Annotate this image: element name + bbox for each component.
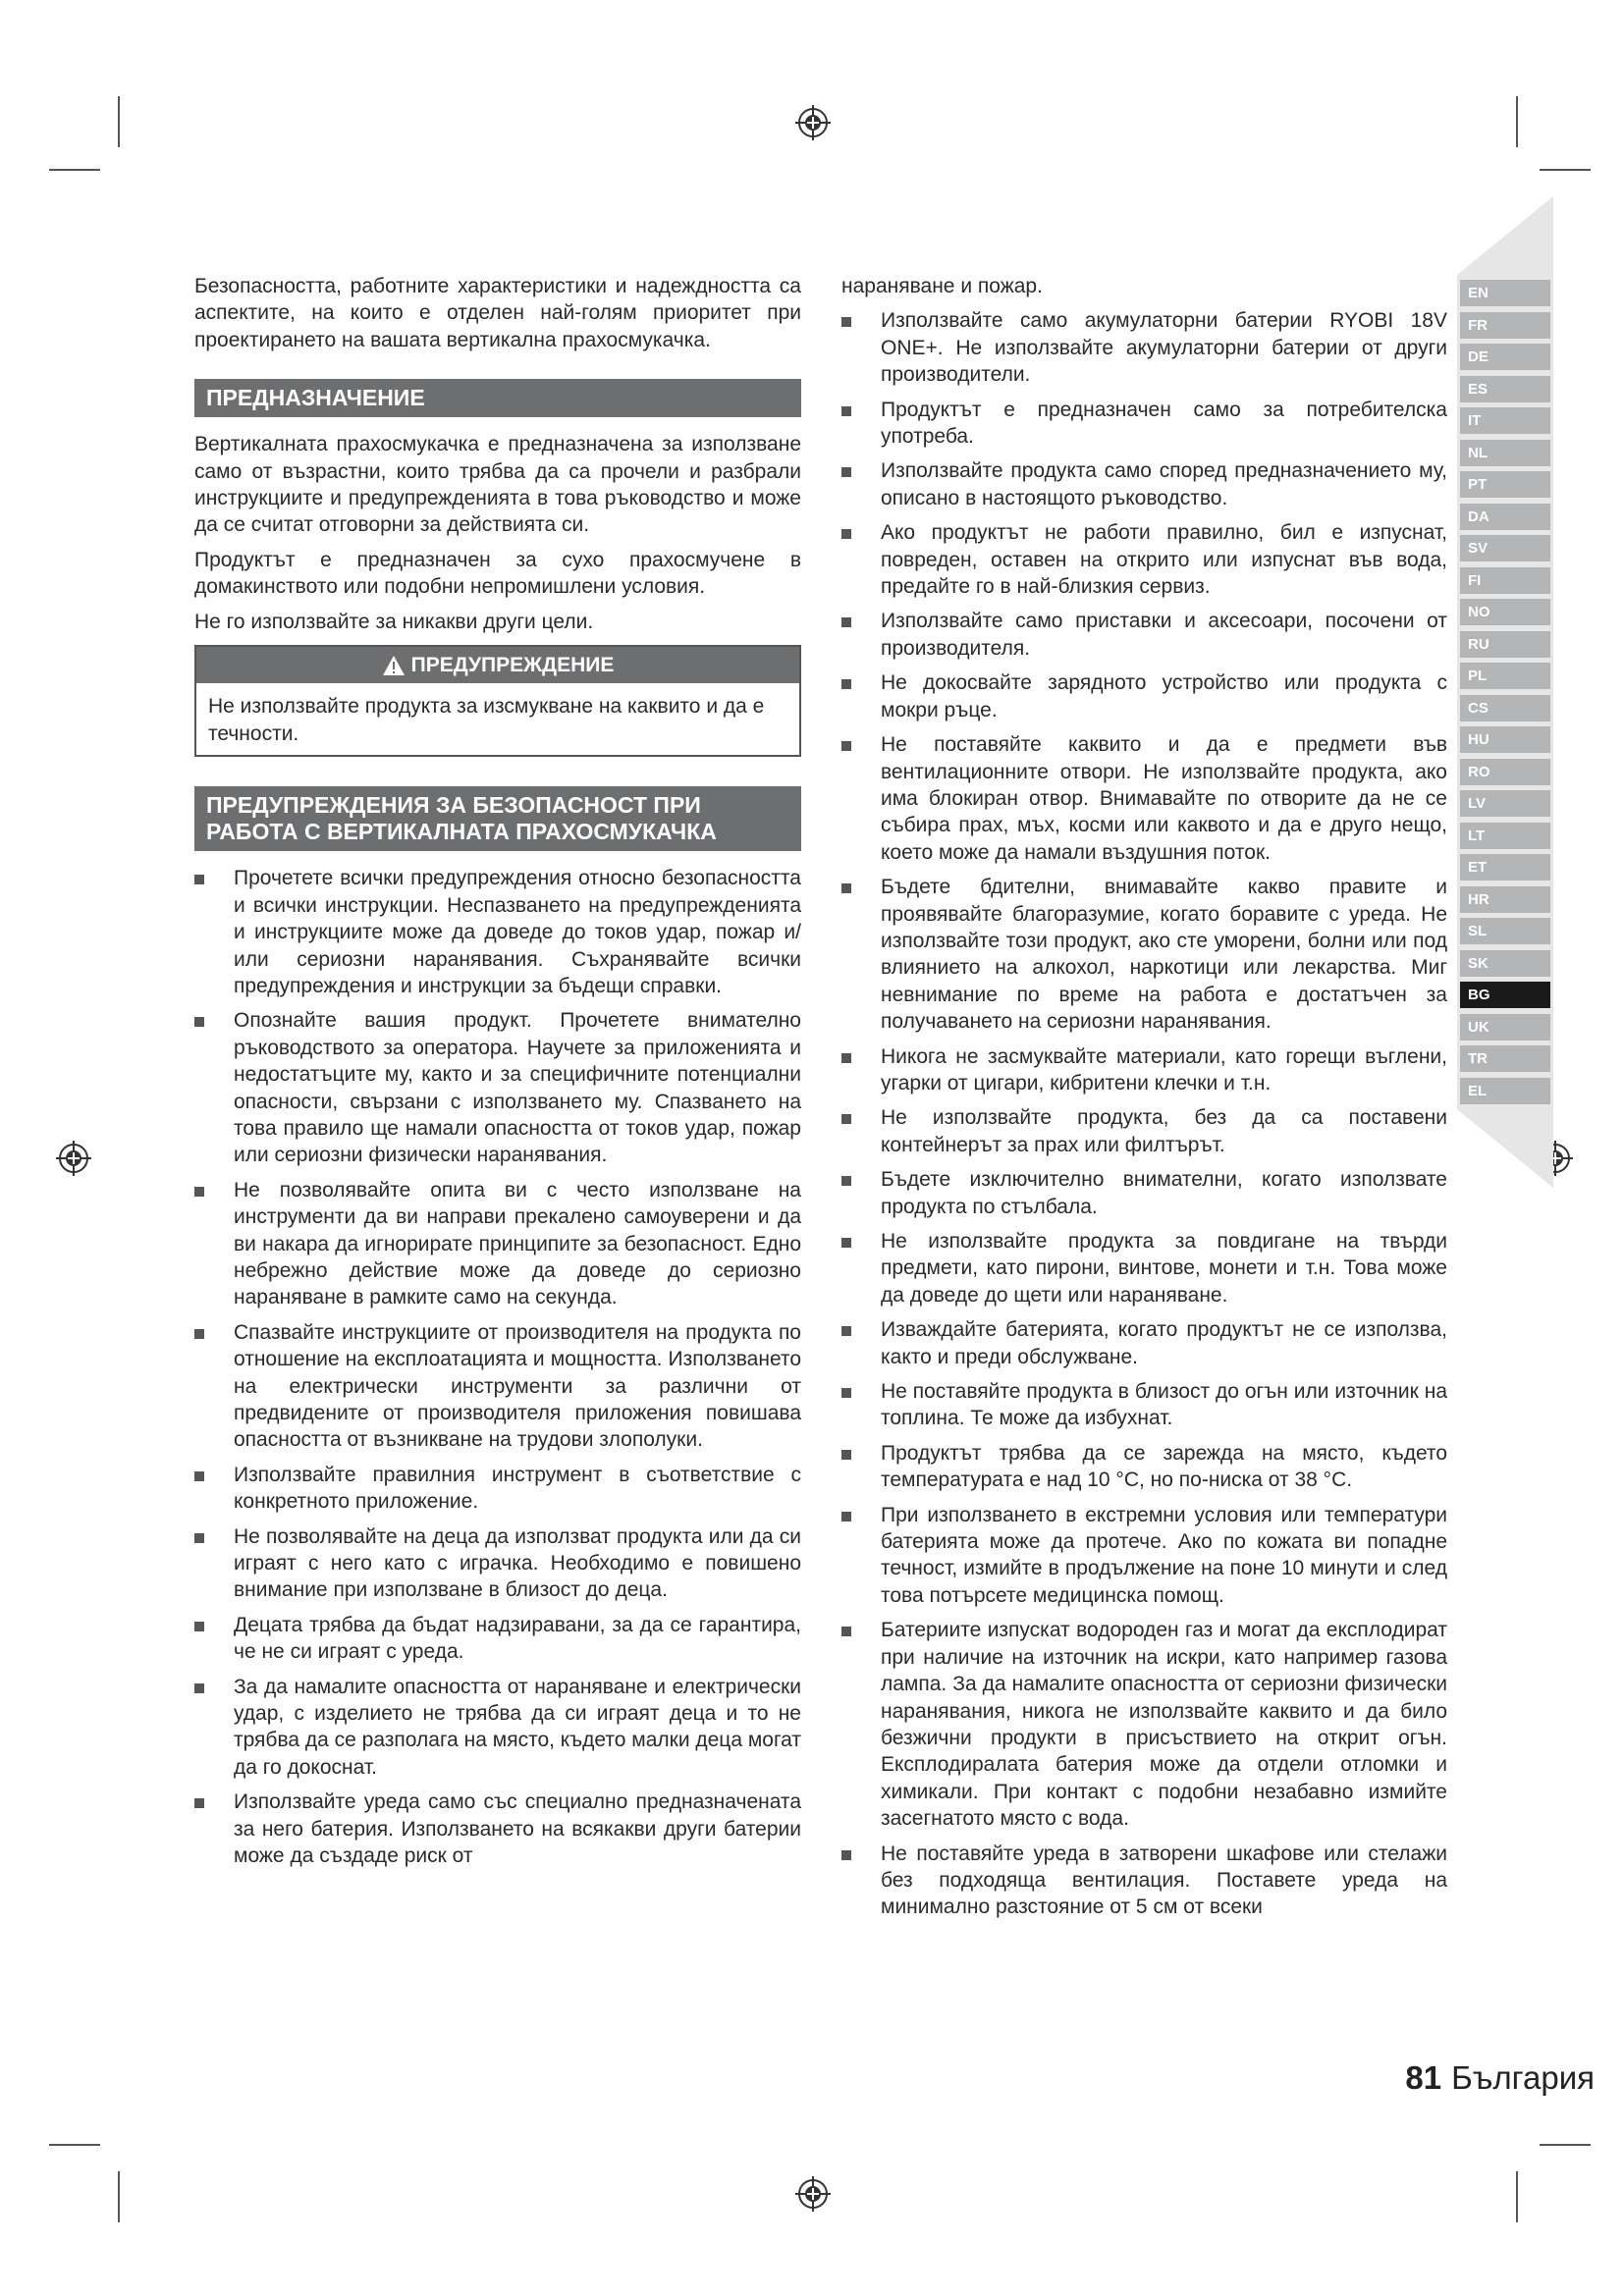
language-tab-de: DE: [1460, 344, 1550, 370]
safety-list-right: [841, 307, 1447, 1920]
crop-mark: [49, 2144, 100, 2146]
crop-mark: [1516, 2171, 1518, 2222]
list-item: Не използвайте продукта, без да са поставени контейнерът за прах или филтърът.: [841, 1104, 1447, 1158]
list-item: Никога не засмуквайте материали, като горещи въглени, угарки от цигари, кибритени клечки и т.н.: [841, 1043, 1447, 1097]
crop-mark: [1516, 96, 1518, 147]
language-tab-el: EL: [1460, 1078, 1550, 1104]
language-tab-it: IT: [1460, 407, 1550, 434]
language-tab-pl: PL: [1460, 663, 1550, 689]
purpose-paragraph: Продуктът е предназначен за сухо прахосмучене в домакинството или подобни непромишлени условия.: [194, 548, 801, 599]
right-column: [841, 273, 1447, 1929]
language-tab-en: EN: [1460, 280, 1550, 306]
language-tab-fr: FR: [1460, 312, 1550, 339]
list-item: Продуктът трябва да се зарежда на място, където температурата е над 10 °C, но по-ниска от 38 °C.: [841, 1440, 1447, 1494]
crop-mark: [49, 169, 100, 171]
list-item: Спазвайте инструкциите от производителя на продукта по отношение на експлоатацията и мощността. Използването на електрически инструменти за различни от предвидените от производителя приложения повишава опасността от възникване на трудови злополуки.: [194, 1319, 801, 1454]
list-item: За да намалите опасността от нараняване и електрически удар, с изделието не трябва да си играят деца и то не трябва да се разполага на място, където малки деца могат да го докоснат.: [194, 1674, 801, 1782]
crop-mark: [1540, 169, 1591, 171]
language-tab-hu: HU: [1460, 726, 1550, 753]
registration-mark-icon: [793, 103, 833, 142]
language-tab-ro: RO: [1460, 759, 1550, 785]
list-item: Не използвайте продукта за повдигане на твърди предмети, като пирони, винтове, монети и т.н. Това може да доведе до щети или нараняване.: [841, 1228, 1447, 1308]
list-item: Не поставяйте каквито и да е предмети във вентилационните отвори. Не използвайте продукта, ако има блокиран отвор. Внимавайте по отворите да не се събира прах, мъх, косми или каквото и да е друго нещо, което може да намали въздушния поток.: [841, 731, 1447, 866]
crop-mark: [118, 2171, 120, 2222]
language-tab-cs: CS: [1460, 695, 1550, 721]
warning-box: [194, 645, 801, 757]
language-tab-list: [1460, 280, 1550, 1109]
language-tab-ru: RU: [1460, 631, 1550, 658]
language-tab-sl: SL: [1460, 918, 1550, 944]
continuation-text: нараняване и пожар.: [841, 275, 1043, 297]
list-item: Използвайте уреда само със специално предназначената за него батерия. Използването на всякакви други батерии може да създаде риск от: [194, 1789, 801, 1869]
language-tab-es: ES: [1460, 376, 1550, 402]
purpose-paragraph: Не го използвайте за никакви други цели.: [194, 610, 594, 633]
language-tab-hr: HR: [1460, 886, 1550, 913]
language-tab-lt: LT: [1460, 823, 1550, 849]
language-tab-sk: SK: [1460, 950, 1550, 977]
list-item: Не поставяйте продукта в близост до огън или източник на топлина. Те може да избухнат.: [841, 1378, 1447, 1432]
list-item: Не позволявайте на деца да използват продукта или да си играят с него като с играчка. Необходимо е повишено внимание при използване в близост до деца.: [194, 1523, 801, 1604]
list-item: Децата трябва да бъдат надзиравани, за да се гарантира, че не си играят с уреда.: [194, 1612, 801, 1666]
list-item: Не позволявайте опита ви с често използване на инструменти да ви направи прекалено самоуверени и да ви накара да игнорирате принципите за безопасност. Едно небрежно действие може да доведе до сериозно нараняване в рамките само на секунда.: [194, 1177, 801, 1311]
crop-mark: [118, 96, 120, 147]
language-tab-et: ET: [1460, 854, 1550, 881]
section-heading-safety: ПРЕДУПРЕЖДЕНИЯ ЗА БЕЗОПАСНОСТ ПРИ РАБОТА С ВЕРТИКАЛНАТА ПРАХОСМУКАЧКА: [194, 786, 801, 851]
list-item: Опознайте вашия продукт. Прочетете внимателно ръководството за оператора. Научете за приложенията и недостатъците му, както и за специфичните потенциални опасности, свързани с използването му. Спазването на това правило ще намали опасността от токов удар, пожар или сериозни физически наранявания.: [194, 1007, 801, 1168]
section-heading-purpose: ПРЕДНАЗНАЧЕНИЕ: [194, 379, 801, 417]
list-item: Не докосвайте зарядното устройство или продукта с мокри ръце.: [841, 669, 1447, 723]
language-tab-sv: SV: [1460, 535, 1550, 561]
footer-language-name: България: [1451, 2059, 1595, 2096]
list-item: Бъдете изключително внимателни, когато използвате продукта по стълбала.: [841, 1166, 1447, 1220]
registration-mark-icon: [54, 1139, 93, 1178]
language-tab-da: DA: [1460, 504, 1550, 530]
language-tab-tr: TR: [1460, 1045, 1550, 1072]
intro-paragraph: Безопасността, работните характеристики и надеждността са аспектите, на които е отделен най-голям приоритет при проектирането на вашата вертикална прахосмукачка.: [194, 275, 801, 351]
language-tab-nl: NL: [1460, 440, 1550, 466]
language-tab-bg: BG: [1460, 982, 1550, 1008]
list-item: Бъдете бдителни, внимавайте какво правите и проявявайте благоразумие, когато боравите с уреда. Не използвайте този продукт, ако сте уморени, болни или под влиянието на алкохол, наркотици или лекарства. Миг невнимание по време на работа е достатъчен за получаването на сериозни наранявания.: [841, 874, 1447, 1035]
list-item: Продуктът е предназначен само за потребителска употреба.: [841, 397, 1447, 451]
warning-text: Не използвайте продукта за изсмукване на каквито и да е течности.: [208, 695, 765, 745]
list-item: При използването в екстремни условия или температури батерията може да протече. Ако по кожата ви попадне течност, измийте в продължение на поне 10 минути и след това потърсете медицинска помощ.: [841, 1502, 1447, 1610]
list-item: Ако продуктът не работи правилно, бил е изпуснат, повреден, оставен на открито или изпуснат във вода, предайте го в най-близкия сервиз.: [841, 519, 1447, 600]
registration-mark-icon: [793, 2174, 833, 2214]
language-tab-fi: FI: [1460, 567, 1550, 594]
crop-mark: [1540, 2144, 1591, 2146]
warning-header: [196, 647, 799, 683]
warning-triangle-icon: [382, 655, 406, 676]
page-number: 81: [1405, 2059, 1442, 2096]
list-item: Изваждайте батерията, когато продуктът не се използва, както и преди обслужване.: [841, 1316, 1447, 1370]
warning-heading: ПРЕДУПРЕЖДЕНИЕ: [410, 654, 615, 677]
page-footer: [1405, 2059, 1595, 2097]
list-item: Използвайте само акумулаторни батерии RYOBI 18V ONE+. Не използвайте акумулаторни батерии от други производители.: [841, 307, 1447, 388]
purpose-paragraph: Вертикалната прахосмукачка е предназначена за използване само от възрастни, които трябва да са прочели и разбрали инструкциите и предупрежденията в това ръководство и може да се считат отговорни за действията си.: [194, 433, 801, 537]
language-tab-uk: UK: [1460, 1014, 1550, 1041]
list-item: Използвайте продукта само според предназначението му, описано в настоящото ръководство.: [841, 457, 1447, 511]
language-tab-lv: LV: [1460, 790, 1550, 817]
language-tab-no: NO: [1460, 599, 1550, 625]
list-item: Използвайте само приставки и аксесоари, посочени от производителя.: [841, 608, 1447, 662]
safety-list-left: [194, 865, 801, 1869]
list-item: Батериите изпускат водороден газ и могат да експлодират при наличие на източник на искри, като например газова лампа. За да намалите опасността от сериозни физически наранявания, никога не използвайте каквито и да било безжични продукти в присъствието на открит огън. Експлодиралата батерия може да отдели отломки и химикали. При контакт с подобни незабавно измийте засегнатото място с вода.: [841, 1617, 1447, 1832]
list-item: Използвайте правилния инструмент в съответствие с конкретното приложение.: [194, 1462, 801, 1516]
left-column: [194, 273, 801, 1878]
list-item: Не поставяйте уреда в затворени шкафове или стелажи без подходяща вентилация. Поставете уреда на минимално разстояние от 5 см от всеки: [841, 1841, 1447, 1921]
list-item: Прочетете всички предупреждения относно безопасността и всички инструкции. Неспазването на предупрежденията и инструкциите може да доведе до токов удар, пожар и/или сериозни наранявания. Съхранявайте всички предупреждения и инструкции за бъдещи справки.: [194, 865, 801, 999]
language-tab-pt: PT: [1460, 471, 1550, 498]
